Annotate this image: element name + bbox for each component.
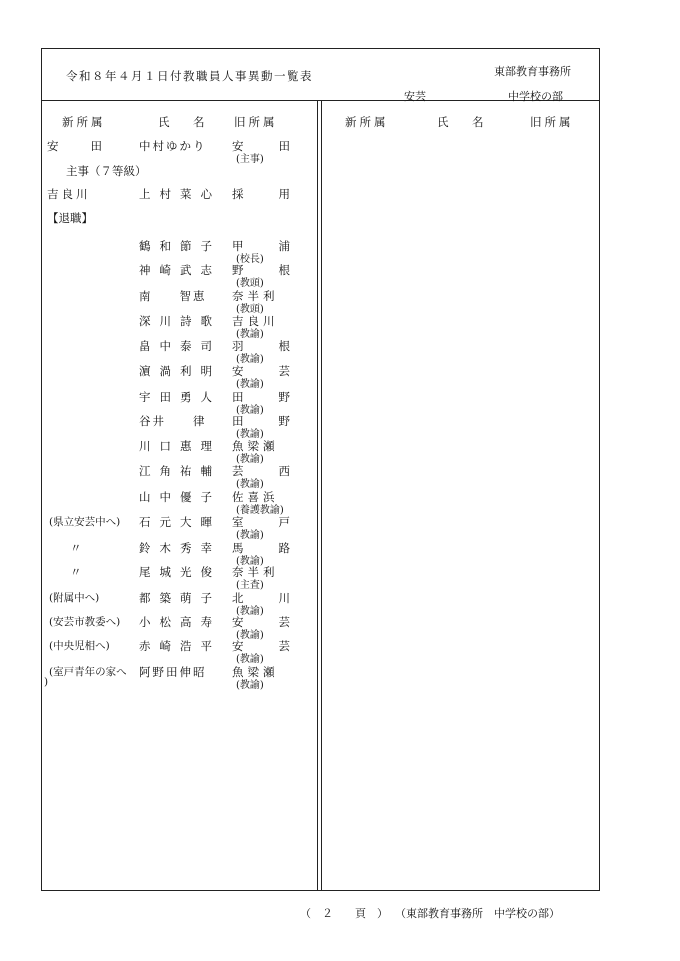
left-col-new-header: 新所属 — [62, 115, 106, 129]
employee-name: 中村ゆかり — [139, 139, 207, 153]
region-name: 安芸 — [404, 90, 426, 103]
employee-name: 畠中泰司 — [139, 339, 221, 353]
old-affiliation: 魚梁瀬 — [232, 665, 279, 679]
role-label: (教頭) — [236, 278, 264, 289]
employee-name: 南 智恵 — [139, 289, 207, 303]
employee-name: 谷井 律 — [139, 414, 207, 428]
employee-name: 山中優子 — [139, 490, 221, 504]
old-affiliation: 芸 西 — [232, 464, 294, 478]
role-label: (教諭) — [236, 630, 264, 641]
employee-name: 宇田勇人 — [139, 390, 221, 404]
page-number: （ ２ 頁 ） — [300, 907, 388, 920]
role-label: (教諭) — [236, 556, 264, 567]
old-affiliation: 安 芸 — [232, 639, 294, 653]
old-affiliation: 田 野 — [232, 390, 294, 404]
left-col-name-header: 氏 名 — [158, 115, 211, 129]
new-affiliation: (県立安芸中へ) — [49, 516, 121, 528]
school-type: 中学校の部 — [508, 90, 563, 103]
new-affiliation: (室戸青年の家へ — [49, 666, 127, 678]
old-affiliation: 奈半利 — [232, 289, 279, 303]
new-affiliation: (安芸市教委へ) — [49, 616, 121, 628]
office-name: 東部教育事務所 — [494, 65, 571, 78]
role-label: (教諭) — [236, 429, 264, 440]
new-affiliation: 安 田 — [47, 139, 105, 153]
employee-name: 小松高寿 — [139, 615, 221, 629]
old-affiliation: 佐喜浜 — [232, 490, 279, 504]
employee-name: 都築萌子 — [139, 591, 221, 605]
employee-name: 尾城光俊 — [139, 565, 221, 579]
right-col-new-header: 新所属 — [345, 115, 389, 129]
right-col-name-header: 氏 名 — [437, 115, 490, 129]
employee-name: 濵渦利明 — [139, 364, 221, 378]
new-affiliation: 主事（７等級） — [66, 164, 147, 178]
old-affiliation: 羽 根 — [232, 339, 294, 353]
employee-name: 上村菜心 — [139, 187, 221, 201]
document-title: 令和８年４月１日付教職員人事異動一覧表 — [66, 69, 313, 83]
old-affiliation: 馬 路 — [232, 541, 294, 555]
employee-name: 赤崎浩平 — [139, 639, 221, 653]
role-label: (教諭) — [236, 479, 264, 490]
role-label: (教頭) — [236, 304, 264, 315]
left-col-old-header: 旧所属 — [234, 115, 278, 129]
employee-name: 鶴和節子 — [139, 239, 221, 253]
employee-name: 深川詩歌 — [139, 314, 221, 328]
role-label: (主査) — [236, 580, 264, 591]
old-affiliation: 奈半利 — [232, 565, 279, 579]
new-affiliation-cont: ) — [44, 676, 49, 688]
employee-name: 江角祐輔 — [139, 464, 221, 478]
old-affiliation: 室 戸 — [232, 515, 294, 529]
new-affiliation: (中央児相へ) — [49, 640, 110, 652]
role-label: (教諭) — [236, 354, 264, 365]
old-affiliation: 安 芸 — [232, 615, 294, 629]
role-label: (教諭) — [236, 405, 264, 416]
role-label: (教諭) — [236, 606, 264, 617]
column-divider — [317, 100, 318, 891]
role-label: (教諭) — [236, 680, 264, 691]
employee-name: 石元大暉 — [139, 515, 221, 529]
new-affiliation: (附属中へ) — [49, 592, 100, 604]
old-affiliation: 田 野 — [232, 414, 294, 428]
footer-label: （東部教育事務所 中学校の部） — [395, 907, 560, 920]
role-label: (主事) — [236, 154, 264, 165]
old-affiliation: 甲 浦 — [232, 239, 294, 253]
old-affiliation: 魚梁瀬 — [232, 439, 279, 453]
role-label: (教諭) — [236, 454, 264, 465]
employee-name: 鈴木秀幸 — [139, 541, 221, 555]
role-label: (教諭) — [236, 654, 264, 665]
role-label: (教諭) — [236, 530, 264, 541]
new-affiliation: 〃 — [70, 565, 82, 579]
role-label: (養護教諭) — [236, 505, 284, 516]
employee-name: 神崎武志 — [139, 263, 221, 277]
role-label: (校長) — [236, 254, 264, 265]
employee-name: 川口惠理 — [139, 439, 221, 453]
old-affiliation: 吉良川 — [232, 314, 279, 328]
old-affiliation: 安 田 — [232, 139, 294, 153]
role-label: (教諭) — [236, 329, 264, 340]
old-affiliation: 北 川 — [232, 591, 294, 605]
role-label: (教諭) — [236, 379, 264, 390]
section-label: 【退職】 — [47, 211, 93, 225]
old-affiliation: 採 用 — [232, 187, 294, 201]
old-affiliation: 安 芸 — [232, 364, 294, 378]
old-affiliation: 野 根 — [232, 263, 294, 277]
new-affiliation: 吉良川 — [47, 187, 91, 201]
right-col-old-header: 旧所属 — [530, 115, 574, 129]
column-divider — [321, 100, 322, 891]
new-affiliation: 〃 — [70, 541, 82, 555]
employee-name: 阿野田伸昭 — [139, 665, 207, 679]
